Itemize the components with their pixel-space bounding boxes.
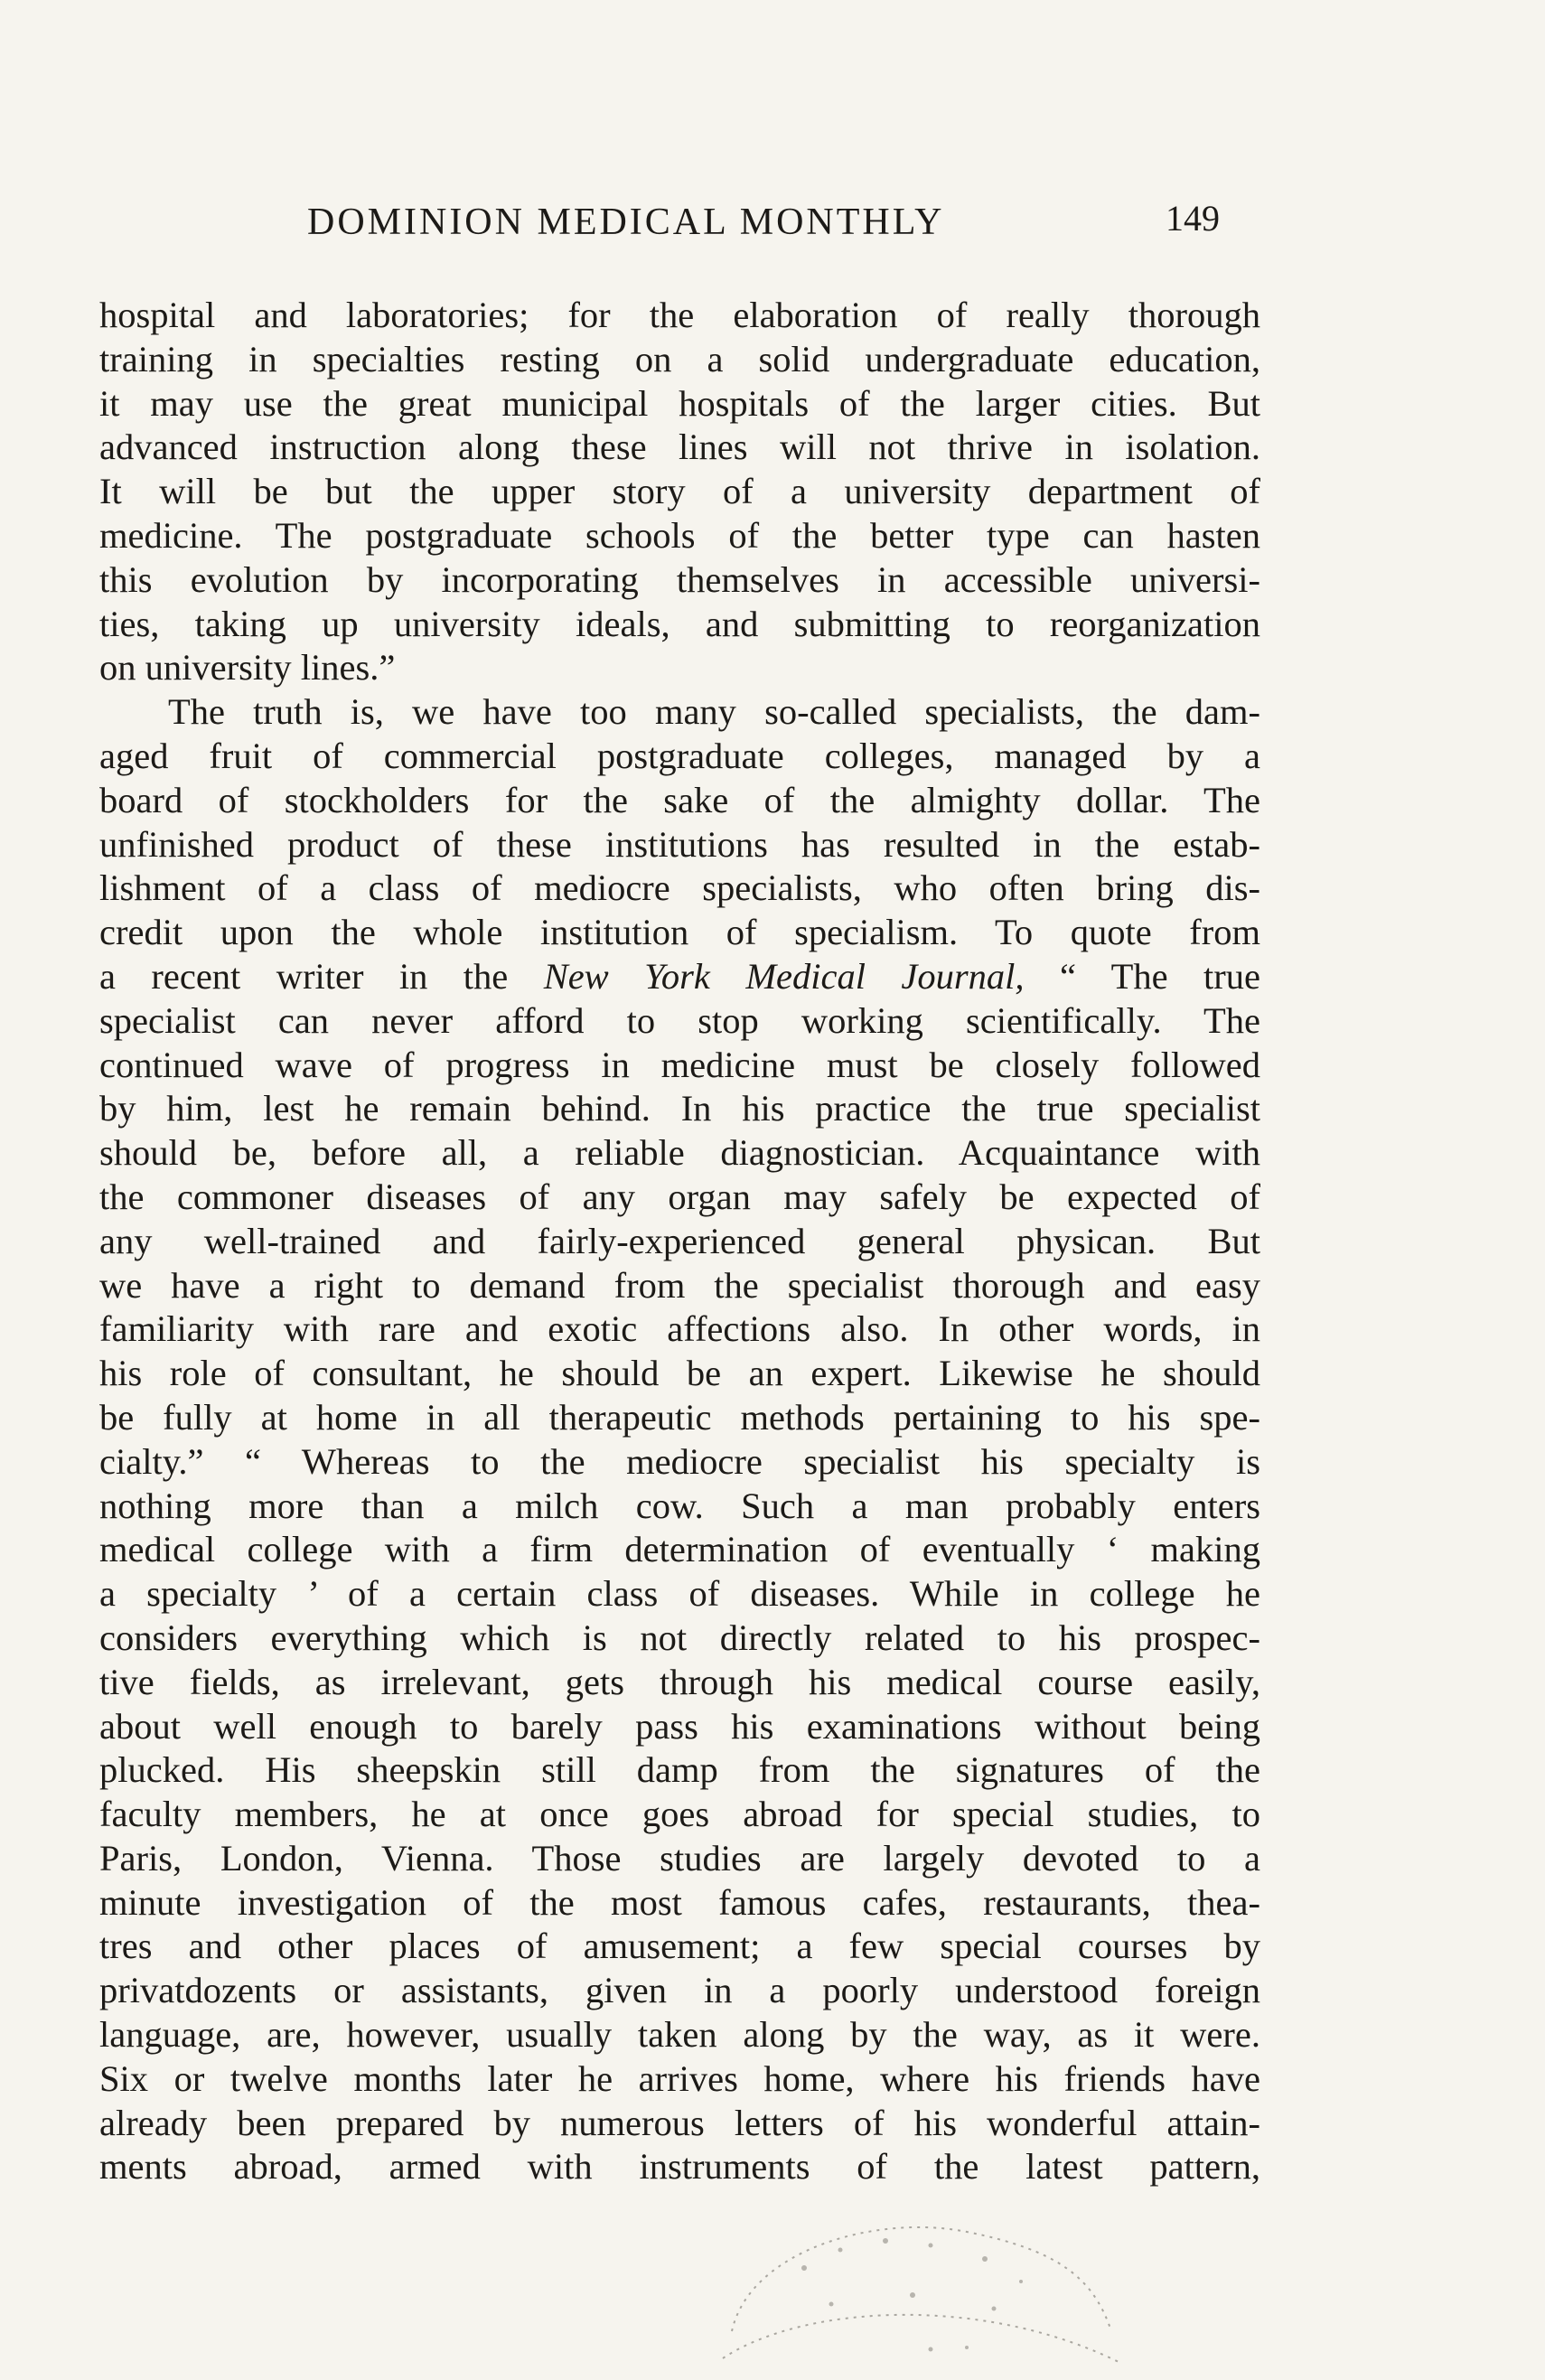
text-line: tive fields, as irrelevant, gets through his medical course easily, xyxy=(99,1661,1260,1702)
text-line: It will be but the upper story of a university department of xyxy=(99,471,1260,512)
page-number: 149 xyxy=(1166,198,1220,239)
text-line: Paris, London, Vienna. Those studies are largely devoted to a xyxy=(99,1837,1260,1879)
text-line: this evolution by incorporating themselves in accessible universi- xyxy=(99,558,1260,600)
text-line: already been prepared by numerous letters of his wonderful attain- xyxy=(99,2102,1260,2143)
text-line: medical college with a firm determination of eventually ‘ making xyxy=(99,1529,1260,1570)
text-line: privatdozents or assistants, given in a poorly understood foreign xyxy=(99,1970,1260,2011)
text-line: medicine. The postgraduate schools of the better type can hasten xyxy=(99,514,1260,556)
text-line: his role of consultant, he should be an expert. Likewise he should xyxy=(99,1353,1260,1394)
text-line: hospital and laboratories; for the elaboration of really thorough xyxy=(99,295,1260,335)
text-line: considers everything which is not directly related to his prospec- xyxy=(99,1616,1260,1658)
text-line: minute investigation of the most famous cafes, restaurants, thea- xyxy=(99,1881,1260,1923)
text-line: Six or twelve months later he arrives home, where his friends have xyxy=(99,2057,1260,2099)
text-line: lishment of a class of mediocre specialists, who often bring dis- xyxy=(99,867,1260,909)
text-line: ties, taking up university ideals, and submitting to reorganization xyxy=(99,603,1260,644)
text-line: language, are, however, usually taken along by the way, as it were. xyxy=(99,2014,1260,2056)
text-line: on university lines.” xyxy=(99,647,396,689)
text-line: it may use the great municipal hospitals of the larger cities. But xyxy=(99,382,1260,424)
text-line: specialist can never afford to stop working scientifically. The xyxy=(99,999,1260,1041)
library-stamp-mark xyxy=(696,2196,1129,2376)
citation-suffix: “ The true xyxy=(1024,955,1260,997)
text-line: board of stockholders for the sake of the almighty dollar. The xyxy=(99,779,1260,820)
text-line: about well enough to barely pass his examinations without being xyxy=(99,1705,1260,1747)
text-line: nothing more than a milch cow. Such a man probably enters xyxy=(99,1485,1260,1526)
text-line: ments abroad, armed with instruments of the latest pattern, xyxy=(99,2146,1260,2188)
paragraph-1 xyxy=(99,294,1260,690)
citation-prefix: a recent writer in the xyxy=(99,955,544,997)
text-line: plucked. His sheepskin still damp from the signatures of the xyxy=(99,1749,1260,1791)
text-line: continued wave of progress in medicine must be closely followed xyxy=(99,1044,1260,1085)
running-head xyxy=(99,198,1256,255)
text-line: by him, lest he remain behind. In his practice the true specialist xyxy=(99,1088,1260,1129)
text-line: cialty.” “ Whereas to the mediocre specialist his specialty is xyxy=(99,1440,1260,1482)
text-line: faculty members, he at once goes abroad for special studies, to xyxy=(99,1794,1260,1835)
text-line: familiarity with rare and exotic affections also. In other words, in xyxy=(99,1308,1260,1350)
text-line-with-citation xyxy=(99,955,1260,999)
journal-citation: New York Medical Journal, xyxy=(543,955,1025,997)
text-line: training in specialties resting on a solid undergraduate education, xyxy=(99,338,1260,379)
text-line: unfinished product of these institutions has resulted in the estab- xyxy=(99,823,1260,865)
text-line: tres and other places of amusement; a few special courses by xyxy=(99,1926,1260,1967)
text-line: aged fruit of commercial postgraduate colleges, managed by a xyxy=(99,735,1260,776)
text-line: the commoner diseases of any organ may safely be expected of xyxy=(99,1176,1260,1217)
paragraph-2 xyxy=(99,690,1260,2189)
text-line: The truth is, we have too many so-called specialists, the dam- xyxy=(168,691,1260,733)
text-line: credit upon the whole institution of specialism. To quote from xyxy=(99,912,1260,953)
body-text xyxy=(99,294,1260,2189)
text-line: be fully at home in all therapeutic methods pertaining to his spe- xyxy=(99,1396,1260,1438)
journal-title: DOMINION MEDICAL MONTHLY xyxy=(307,201,945,243)
text-line: any well-trained and fairly-experienced general physican. But xyxy=(99,1220,1260,1261)
text-line: should be, before all, a reliable diagnostician. Acquaintance with xyxy=(99,1132,1260,1174)
text-line: advanced instruction along these lines will not thrive in isolation. xyxy=(99,426,1260,468)
text-line: we have a right to demand from the specialist thorough and easy xyxy=(99,1264,1260,1306)
text-line: a specialty ’ of a certain class of diseases. While in college he xyxy=(99,1573,1260,1615)
